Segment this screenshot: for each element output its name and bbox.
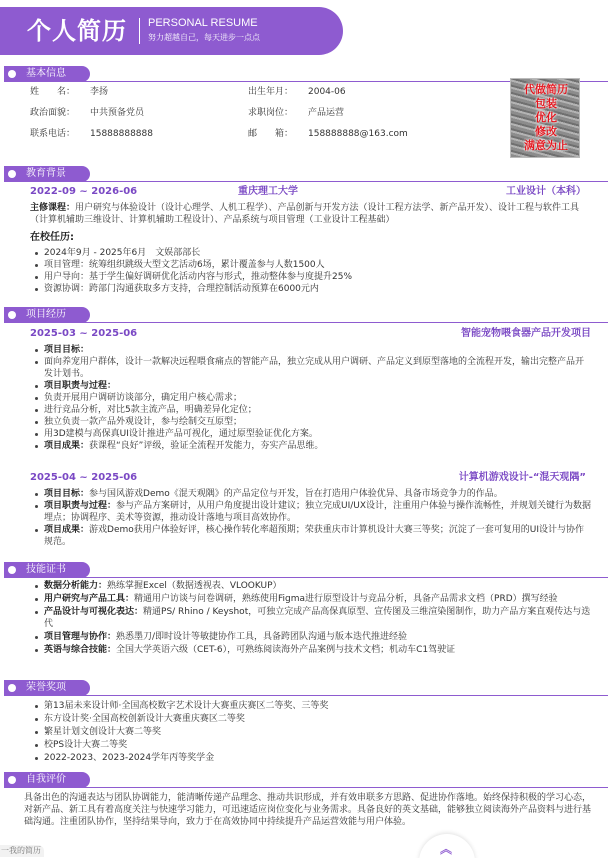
- bullet-dot-icon: [8, 684, 16, 692]
- section-tag: [4, 562, 90, 578]
- skill-label: 数据分析能力：: [44, 581, 108, 591]
- section-title-education: [0, 166, 613, 182]
- section-title-evaluation: [0, 772, 613, 788]
- skill-item: [30, 631, 592, 643]
- info-row: [30, 107, 500, 128]
- list-item: 进行竞品分析，对比5款主流产品，明确差异化定位；: [30, 404, 592, 416]
- section-line: [10, 787, 608, 788]
- resume-en-title: PERSONAL RESUME: [148, 17, 258, 29]
- section-label: 自我评价: [26, 774, 66, 785]
- section-tag: [4, 166, 90, 182]
- education-period: 2022-09 ~ 2026-06: [30, 186, 138, 197]
- photo-text-line: 修改: [535, 125, 557, 138]
- skill-label: 用户研究与产品工具：: [44, 594, 135, 604]
- education-major: 工业设计（本科）: [506, 186, 586, 197]
- section-title-projects: [0, 307, 613, 323]
- section-label: 教育背景: [26, 168, 66, 179]
- skills-list: [30, 580, 592, 656]
- section-tag: [4, 307, 90, 323]
- politics-value: 中共预备党员: [90, 108, 145, 118]
- skill-item: [30, 644, 592, 656]
- campus-list: [30, 247, 596, 295]
- photo-text-line: 代做简历: [524, 83, 568, 96]
- result-text: 获课程“良好”评级，验证全流程开发能力，夯实产品思维。: [89, 441, 324, 451]
- info-row: [30, 128, 500, 149]
- list-item: 东方设计奖·全国高校创新设计大赛重庆赛区二等奖: [30, 713, 596, 725]
- list-item: 项目管理：统筹组织跳级大型文艺活动6场，累计覆盖参与人数1500人: [30, 259, 596, 271]
- section-education: [0, 166, 613, 182]
- bullet-dot-icon: [8, 776, 16, 784]
- resume-title: 个人简历: [27, 17, 127, 45]
- skill-text: 全国大学英语六级（CET-6），可熟练阅读海外产品案例与技术文档；机动车C1驾驶证: [116, 645, 456, 655]
- birth-value: 2004-06: [308, 87, 346, 97]
- duty-text: 参与产品方案研讨，从用户角度提出设计建议；独立完成UI/UX设计，注重用户体验与操作流畅性，并规划关键行为数据埋点；协调程序、美术等资源，推动设计落地与项目高效协作。: [44, 501, 592, 523]
- list-item: 独立负责一款产品外观设计，参与绘制交互原型；: [30, 416, 592, 428]
- job-value: 产品运营: [308, 108, 345, 118]
- list-item: 用户导向：基于学生偏好调研优化活动内容与形式，推动整体参与度提升25%: [30, 271, 596, 283]
- section-title-skills: [0, 562, 613, 578]
- courses-text: 用户研究与体验设计（设计心理学、人机工程学）、产品创新与开发方法（设计工程方法学、新产品开发）、设计工程与软件工具（计算机辅助三维设计、计算机辅助工程设计）、产品系统与项目管理（工业设计工程基础）: [30, 203, 580, 225]
- section-label: 基本信息: [26, 68, 66, 79]
- skill-text: 熟练掌握Excel（数据透视表、VLOOKUP）: [107, 581, 282, 591]
- evaluation-text: 具备出色的沟通表达与团队协调能力，能清晰传递产品理念、推动共识形成，并有效串联多方思路、促进协作落地。始终保持积极的学习心态，对新产品、新工具有着高度关注与快速学习能力，可迅速适应岗位变化与业务需求。具备良好的英文基础，能够独立阅读海外产品资料与进行基础沟通。注重团队协作，坚持结果导向，致力于在高效协同中持续提升产品运营效能与用户体验。: [24, 793, 592, 827]
- project-duty-label: 项目职责与过程：: [30, 380, 592, 392]
- header-divider: [139, 18, 140, 44]
- resume-slogan: 努力超越自己，每天进步一点点: [148, 33, 260, 42]
- footer-tab[interactable]: 一我的简历: [0, 845, 44, 857]
- phone-value: 15888888888: [90, 129, 153, 139]
- project-details: [30, 344, 592, 452]
- photo-text-line: 包装: [535, 97, 557, 110]
- skill-item: [30, 606, 592, 630]
- skill-text: 熟悉墨刀/即时设计等敏捷协作工具，具备跨团队沟通与版本迭代推进经验: [116, 632, 408, 642]
- scroll-top-button[interactable]: [419, 834, 475, 858]
- basic-info: [30, 86, 500, 149]
- section-line: [10, 695, 608, 696]
- skill-text: 精通PS/ Rhino / Keyshot，可独立完成产品高保真原型、宣传图及三维渲染图制作，助力产品方案直观传达与迭代: [44, 607, 591, 629]
- list-item: 第13届未来设计师·全国高校数字艺术设计大赛重庆赛区二等奖、三等奖: [30, 700, 596, 712]
- project-name: 智能宠物喂食器产品开发项目: [461, 328, 591, 339]
- skill-item: [30, 593, 592, 605]
- education-courses: [30, 202, 590, 226]
- result-label: 项目成果：: [44, 525, 90, 535]
- list-item: 2022-2023、2023-2024学年丙等奖学金: [30, 752, 596, 764]
- section-title-honors: [0, 680, 613, 696]
- courses-label: 主修课程：: [30, 203, 76, 213]
- education-school: 重庆理工大学: [238, 186, 298, 197]
- photo-caption: [513, 83, 579, 153]
- section-line: [10, 577, 608, 578]
- skill-item: [30, 580, 592, 592]
- bullet-dot-icon: [8, 311, 16, 319]
- section-label: 项目经历: [26, 309, 66, 320]
- job-label: 求职岗位：: [248, 108, 294, 118]
- section-tag: [4, 66, 90, 82]
- birth-label: 出生年月：: [248, 87, 294, 97]
- duty-label: 项目职责与过程：: [44, 501, 117, 511]
- section-honors: [0, 680, 613, 696]
- project-name: 计算机游戏设计-“混天观隅”: [458, 472, 586, 483]
- photo-text-line: 优化: [535, 111, 557, 124]
- name-value: 李扬: [90, 87, 109, 97]
- list-item: 负责开展用户调研访谈部分，确定用户核心需求；: [30, 392, 592, 404]
- project-result: [30, 524, 592, 548]
- politics-label: 政治面貌：: [30, 108, 76, 118]
- list-item: 2024年9月 - 2025年6月 文娱部部长: [30, 247, 596, 259]
- section-label: 技能证书: [26, 564, 66, 575]
- skill-label: 产品设计与可视化表达：: [44, 607, 144, 617]
- resume-header: [0, 7, 343, 55]
- section-projects: [0, 307, 613, 323]
- bullet-dot-icon: [8, 566, 16, 574]
- project-period: 2025-04 ~ 2025-06: [30, 472, 138, 483]
- info-row: [30, 86, 500, 107]
- list-item: 资源协调：跨部门沟通获取多方支持，合理控制活动预算在6000元内: [30, 283, 596, 295]
- result-text: 游戏Demo获用户体验好评，核心操作转化率超预期；荣获重庆市计算机设计大赛三等奖；沉淀了一套可复用的UI设计与协作规范。: [44, 525, 585, 547]
- section-label: 荣誉奖项: [26, 682, 66, 693]
- profile-photo: [510, 78, 580, 158]
- skill-label: 英语与综合技能：: [44, 645, 117, 655]
- photo-text-line: 满意为止: [524, 139, 568, 152]
- project-goal-label: 项目目标：: [30, 344, 592, 356]
- project-duty: [30, 500, 592, 524]
- section-line: [10, 322, 608, 323]
- double-chevron-up-icon: ︽: [440, 842, 453, 856]
- section-skills: [0, 562, 613, 578]
- bullet-dot-icon: [8, 170, 16, 178]
- section-evaluation: [0, 772, 613, 788]
- section-line: [10, 181, 608, 182]
- phone-label: 联系电话：: [30, 129, 76, 139]
- campus-label: 在校任历:: [30, 232, 74, 243]
- skill-label: 项目管理与协作：: [44, 632, 117, 642]
- project-result: [30, 440, 592, 452]
- result-label: 项目成果：: [44, 441, 90, 451]
- name-label: 姓 名：: [30, 87, 76, 97]
- goal-label: 项目目标：: [44, 489, 90, 499]
- skill-text: 精通用户访谈与问卷调研，熟练使用Figma进行原型设计与竞品分析，具备产品需求文档（PRD）撰写经验: [134, 594, 558, 604]
- email-label: 邮 箱：: [248, 129, 294, 139]
- goal-text: 参与国风游戏Demo《混天观隅》的产品定位与开发，旨在打造用户体验优异、具备市场竞争力的作品。: [89, 489, 503, 499]
- section-tag: [4, 680, 90, 696]
- project-details: [30, 488, 592, 548]
- project-goal: [30, 488, 592, 500]
- section-tag: [4, 772, 90, 788]
- list-item: 校PS设计大赛二等奖: [30, 739, 596, 751]
- project-goal: 面向养宠用户群体，设计一款解决远程喂食痛点的智能产品，独立完成从用户调研、产品定义到原型落地的全流程开发，输出完整产品开发计划书。: [30, 356, 592, 380]
- honors-list: [30, 700, 596, 764]
- list-item: 用3D建模与高保真UI设计推进产品可视化，通过原型验证优化方案。: [30, 428, 592, 440]
- project-period: 2025-03 ~ 2025-06: [30, 328, 138, 339]
- email-value: 158888888@163.com: [308, 129, 408, 139]
- bullet-dot-icon: [8, 70, 16, 78]
- list-item: 繁星计划文创设计大赛二等奖: [30, 726, 596, 738]
